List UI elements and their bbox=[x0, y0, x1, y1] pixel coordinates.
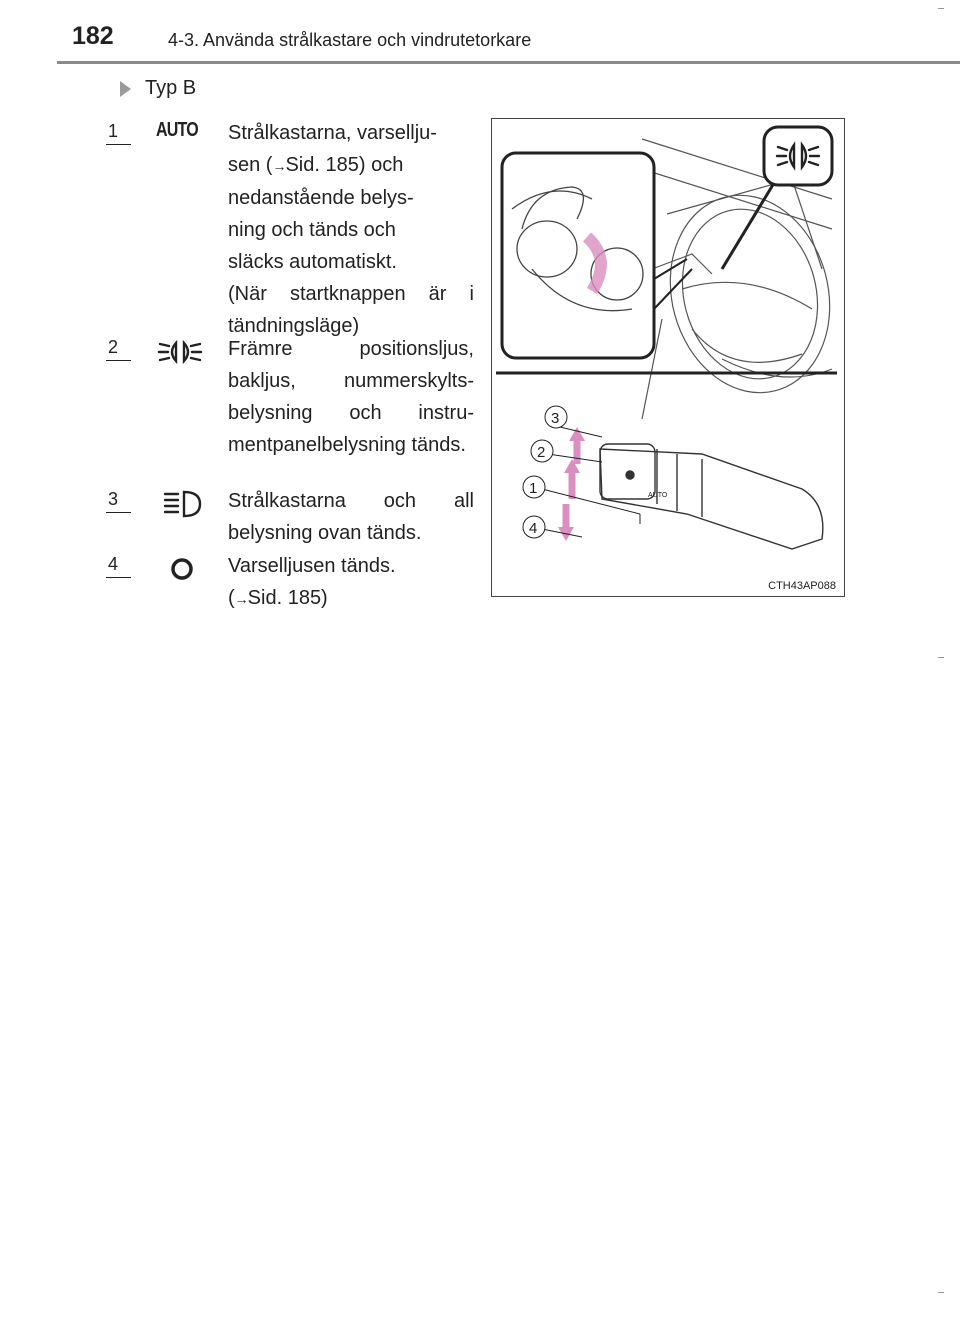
arrow-right-icon: → bbox=[272, 158, 286, 174]
item-number: 3 bbox=[108, 489, 128, 510]
item-number: 4 bbox=[108, 554, 128, 575]
desc-line: sen (→Sid. 185) och bbox=[228, 154, 404, 176]
auto-symbol bbox=[156, 119, 204, 153]
crop-mark bbox=[938, 1292, 944, 1293]
variant-heading bbox=[120, 77, 196, 100]
page-number: 182 bbox=[72, 22, 114, 50]
item-description bbox=[228, 117, 474, 342]
item-number: 2 bbox=[108, 337, 128, 358]
position-lights-icon bbox=[156, 335, 204, 369]
arrow-right-icon: → bbox=[234, 591, 248, 607]
callout-number: 2 bbox=[537, 444, 546, 461]
desc-text: Strålkastarna och all belysning ovan tänds. bbox=[228, 490, 474, 544]
desc-text: Varselljusen tänds. bbox=[228, 555, 396, 577]
figure-code: CTH43AP088 bbox=[768, 580, 836, 592]
item-number: 1 bbox=[108, 121, 128, 142]
list-item-4 bbox=[108, 550, 474, 620]
headlight-icon bbox=[156, 487, 204, 521]
item-description bbox=[228, 550, 474, 615]
desc-line: Strålkastarna, varsellju- bbox=[228, 122, 437, 144]
bullet-triangle-icon bbox=[120, 81, 131, 97]
crop-mark bbox=[938, 657, 944, 658]
crop-mark bbox=[938, 8, 944, 9]
figure-illustration bbox=[491, 118, 845, 597]
drl-icon bbox=[156, 552, 204, 586]
item-note: (När startknappen är i tändningsläge) bbox=[228, 283, 474, 337]
desc-line: nedanstående belys- bbox=[228, 187, 414, 209]
callout-number: 1 bbox=[529, 480, 538, 497]
section-title: 4-3. Använda strålkastare och vindrutetorkare bbox=[168, 30, 532, 50]
header-rule bbox=[57, 61, 960, 64]
list-item-1 bbox=[108, 117, 474, 337]
list-item-2 bbox=[108, 333, 474, 483]
light-switch-illustration bbox=[492, 119, 844, 596]
list-item-3 bbox=[108, 485, 474, 555]
callout-number: 4 bbox=[529, 520, 538, 537]
desc-line: ning och tänds och bbox=[228, 219, 396, 241]
variant-label: Typ B bbox=[145, 77, 197, 99]
callout-number: 3 bbox=[551, 410, 560, 427]
item-description bbox=[228, 333, 474, 461]
desc-ref: (→Sid. 185) bbox=[228, 587, 328, 609]
desc-text: Främre positionsljus, bakljus, nummerskylts-belysning och instru-mentpanelbelysning tänds. bbox=[228, 338, 474, 456]
desc-line: släcks automatiskt. bbox=[228, 251, 397, 273]
auto-symbol-text: AUTO bbox=[156, 119, 198, 141]
switch-auto-label: AUTO bbox=[648, 492, 668, 499]
item-description bbox=[228, 485, 474, 549]
